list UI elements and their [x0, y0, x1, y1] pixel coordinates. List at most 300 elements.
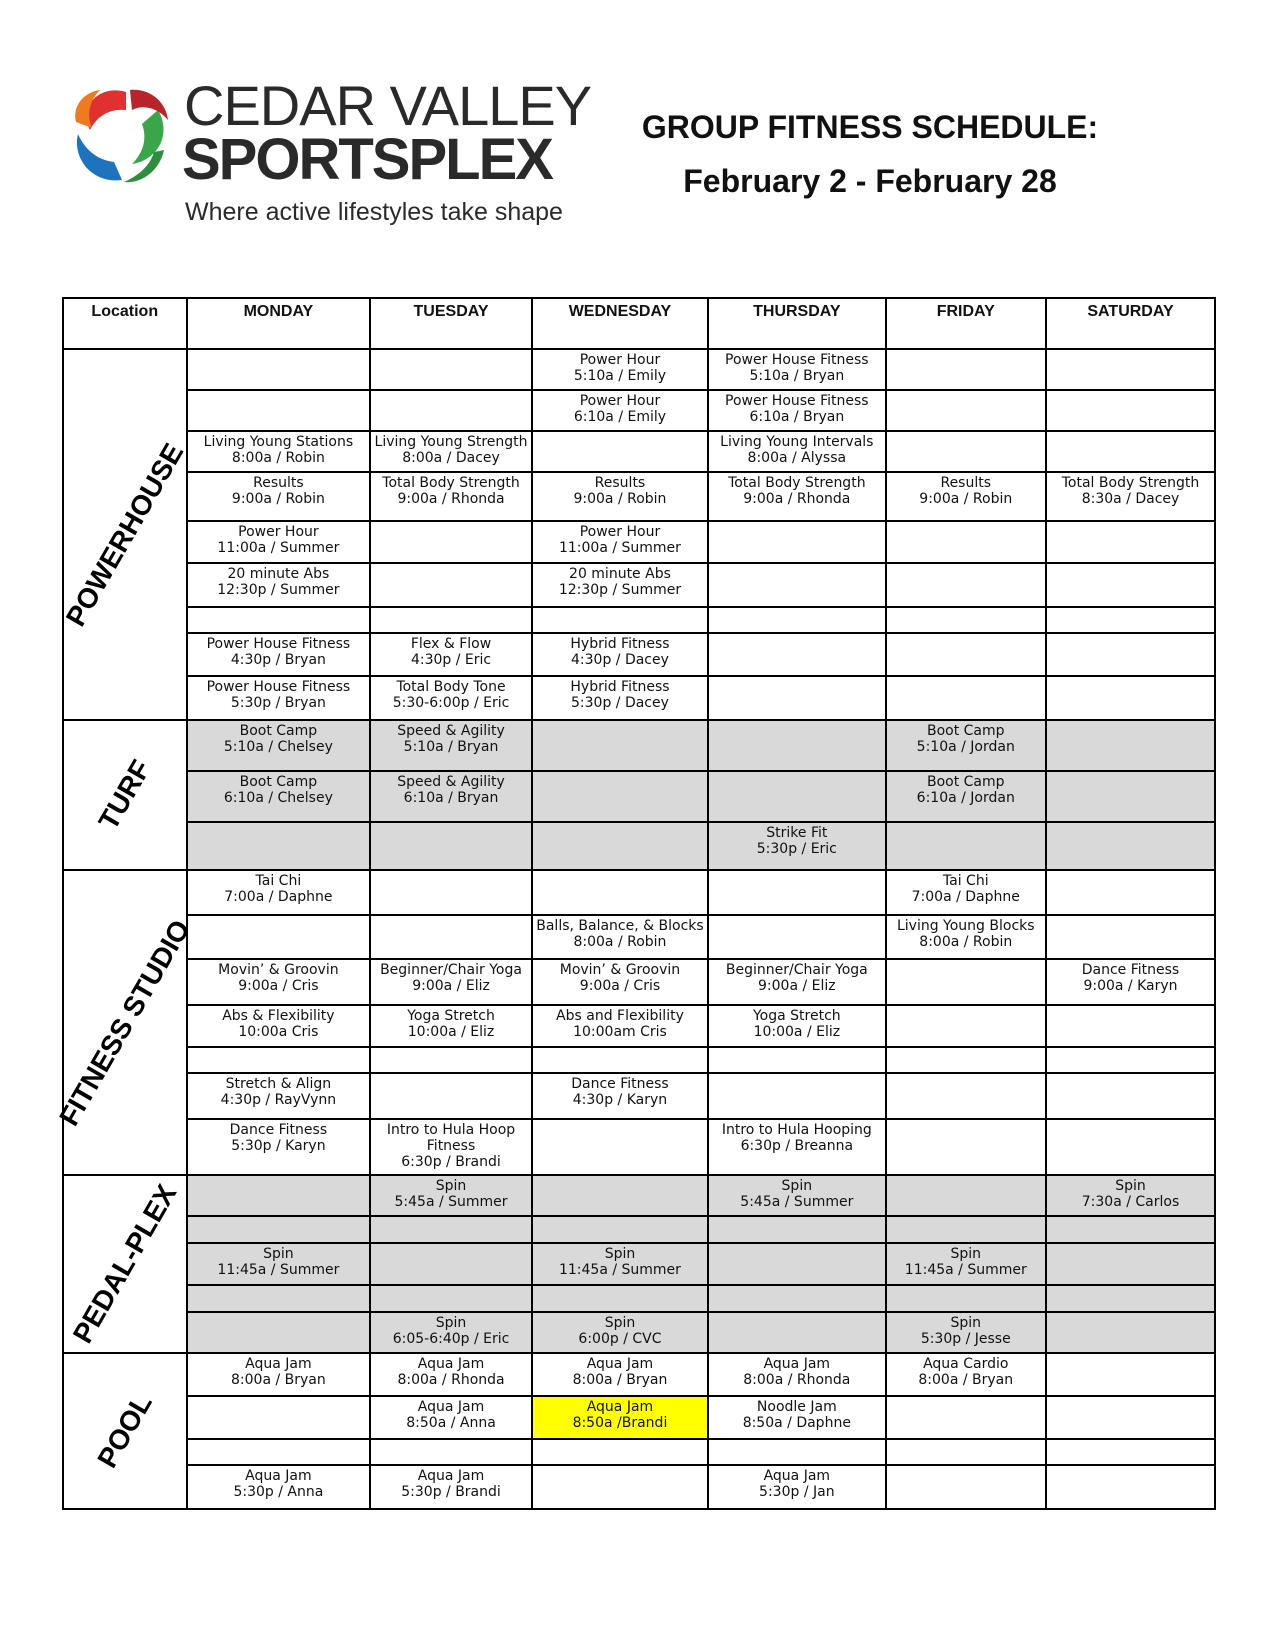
class-time-instructor: 6:05-6:40p / Eric: [392, 1331, 510, 1347]
class-cell-friday: [886, 1285, 1046, 1312]
class-name: Living Young Intervals: [720, 434, 874, 450]
class-time-instructor: 8:50a / Daphne: [742, 1415, 851, 1431]
table-row: [63, 720, 1215, 771]
class-cell-monday: [187, 771, 371, 822]
class-cell-thursday: [708, 915, 885, 959]
class-time-instructor: 5:10a / Emily: [573, 368, 667, 384]
class-cell-thursday: [708, 1119, 885, 1175]
class-name: Living Young Strength: [374, 434, 528, 450]
class-name: Balls, Balance, & Blocks: [536, 918, 704, 934]
table-row: [63, 1175, 1215, 1216]
class-cell-saturday: [1046, 349, 1215, 390]
class-cell-monday: [187, 1396, 371, 1439]
class-time-instructor: 5:30p / Karyn: [231, 1138, 326, 1154]
table-row: [63, 1047, 1215, 1073]
class-cell-wednesday: [532, 1396, 708, 1439]
class-cell-monday: [187, 1216, 371, 1243]
table-row: [63, 870, 1215, 915]
class-cell-tuesday: [370, 1465, 532, 1509]
section-powerhouse: [59, 349, 190, 720]
class-name: Spin: [604, 1315, 636, 1331]
class-cell-wednesday: [532, 1005, 708, 1047]
class-cell-tuesday: [370, 676, 532, 720]
table-row: [63, 1396, 1215, 1439]
column-header-saturday: SATURDAY: [1046, 298, 1215, 349]
class-cell-friday: [886, 771, 1046, 822]
class-time-instructor: 6:10a / Jordan: [916, 790, 1015, 806]
class-cell-friday: [886, 915, 1046, 959]
class-cell-friday: [886, 563, 1046, 607]
class-cell-wednesday: [532, 1175, 708, 1216]
class-cell-friday: [886, 1119, 1046, 1175]
class-time-instructor: 7:30a / Carlos: [1081, 1194, 1180, 1210]
class-name: Beginner/Chair Yoga: [725, 962, 868, 978]
class-cell-monday: [187, 1465, 371, 1509]
class-cell-wednesday: [532, 1439, 708, 1465]
class-cell-tuesday: [370, 390, 532, 431]
class-cell-tuesday: [370, 521, 532, 563]
column-header-monday: MONDAY: [187, 298, 371, 349]
section-label-pedal-plex: PEDAL-PLEX: [66, 1179, 183, 1349]
class-name: Results: [594, 475, 646, 491]
class-time-instructor: 5:45a / Summer: [740, 1194, 854, 1210]
class-cell-thursday: [708, 1312, 885, 1353]
class-time-instructor: 5:30p / Bryan: [230, 695, 326, 711]
class-cell-friday: [886, 633, 1046, 676]
class-cell-saturday: [1046, 822, 1215, 870]
class-cell-monday: [187, 1439, 371, 1465]
schedule-date-range: February 2 - February 28: [683, 163, 1057, 199]
table-row: [63, 1353, 1215, 1396]
table-row: [63, 915, 1215, 959]
class-cell-wednesday: [532, 870, 708, 915]
class-cell-saturday: [1046, 1073, 1215, 1119]
class-time-instructor: 5:45a / Summer: [394, 1194, 508, 1210]
class-cell-saturday: [1046, 1285, 1215, 1312]
class-name: Aqua Jam: [417, 1468, 485, 1484]
class-cell-thursday: [708, 633, 885, 676]
class-cell-tuesday: [370, 1005, 532, 1047]
class-name: Tai Chi: [942, 873, 989, 889]
class-cell-friday: [886, 349, 1046, 390]
class-time-instructor: 5:30p / Eric: [756, 841, 837, 857]
class-cell-saturday: [1046, 431, 1215, 472]
class-cell-wednesday: [532, 472, 708, 521]
class-name: Power Hour: [579, 393, 661, 409]
class-name: Aqua Jam: [245, 1356, 312, 1372]
table-row: [63, 1439, 1215, 1465]
class-cell-saturday: [1046, 390, 1215, 431]
class-cell-tuesday: [370, 822, 532, 870]
section-pedal-plex: [63, 1175, 187, 1353]
schedule-title-line1: GROUP FITNESS SCHEDULE:: [641, 109, 1099, 145]
class-cell-saturday: [1046, 1119, 1215, 1175]
class-cell-wednesday: [532, 390, 708, 431]
class-cell-tuesday: [370, 1243, 532, 1285]
section-fitness-studio: [52, 870, 196, 1175]
class-time-instructor: 4:30p / Dacey: [571, 652, 669, 668]
class-cell-thursday: [708, 1005, 885, 1047]
class-cell-thursday: [708, 1285, 885, 1312]
class-cell-friday: [886, 720, 1046, 771]
class-name: Boot Camp: [239, 774, 318, 790]
class-cell-saturday: [1046, 1396, 1215, 1439]
class-cell-friday: [886, 1175, 1046, 1216]
column-header-location: Location: [63, 298, 187, 349]
class-name: Total Body Strength: [728, 475, 866, 491]
class-name: Aqua Jam: [245, 1468, 312, 1484]
class-cell-monday: [187, 720, 371, 771]
class-time-instructor: 6:10a / Bryan: [403, 790, 499, 806]
class-time-instructor: 8:00a / Rhonda: [397, 1372, 505, 1388]
section-pool: [63, 1353, 187, 1509]
class-name: Yoga Stretch: [752, 1008, 841, 1024]
class-name: Total Body Tone: [396, 679, 506, 695]
class-name: Boot Camp: [926, 723, 1005, 739]
class-cell-monday: [187, 1047, 371, 1073]
class-name: Aqua Jam: [417, 1356, 485, 1372]
class-time-instructor: 10:00a / Eliz: [753, 1024, 841, 1040]
class-time-instructor: 6:10a / Chelsey: [223, 790, 333, 806]
class-name: Spin: [263, 1246, 294, 1262]
class-time-instructor: 5:30p / Jesse: [920, 1331, 1011, 1347]
class-cell-thursday: [708, 1243, 885, 1285]
class-cell-friday: [886, 1216, 1046, 1243]
class-name: Spin: [950, 1246, 982, 1262]
class-name: Intro to Hula Hoop: [386, 1122, 516, 1138]
class-cell-wednesday: [532, 771, 708, 822]
section-label-turf: TURF: [92, 754, 157, 835]
class-time-instructor: 5:10a / Chelsey: [223, 739, 333, 755]
table-row: [63, 1465, 1215, 1509]
class-cell-friday: [886, 1047, 1046, 1073]
class-name: Power Hour: [579, 524, 661, 540]
class-cell-saturday: [1046, 521, 1215, 563]
class-time-instructor: 5:30p / Brandi: [401, 1484, 501, 1500]
class-time-instructor: 11:45a / Summer: [217, 1262, 340, 1278]
class-name: Power House Fitness: [206, 679, 351, 695]
class-name: Hybrid Fitness: [570, 636, 670, 652]
class-cell-wednesday: [532, 1047, 708, 1073]
class-time-instructor: 12:30p / Summer: [558, 582, 682, 598]
table-row: [63, 563, 1215, 607]
class-name: Stretch & Align: [225, 1076, 332, 1092]
class-cell-friday: [886, 1465, 1046, 1509]
class-time-instructor: 11:00a / Summer: [217, 540, 340, 556]
class-name: Strike Fit: [766, 825, 828, 841]
class-cell-monday: [187, 1175, 371, 1216]
class-time-instructor: 9:00a / Karyn: [1083, 978, 1178, 994]
class-cell-thursday: [708, 349, 885, 390]
class-time-instructor: 9:00a / Cris: [238, 978, 319, 994]
table-row: [63, 390, 1215, 431]
class-time-instructor: 5:30p / Jan: [759, 1484, 835, 1500]
class-cell-tuesday: [370, 1396, 532, 1439]
table-row: [63, 1312, 1215, 1353]
class-name: Speed & Agility: [397, 774, 505, 790]
class-time-instructor: 8:30a / Dacey: [1081, 491, 1180, 507]
class-cell-saturday: [1046, 1005, 1215, 1047]
section-label-powerhouse: POWERHOUSE: [59, 437, 190, 631]
class-cell-tuesday: [370, 472, 532, 521]
class-cell-wednesday: [532, 521, 708, 563]
class-cell-saturday: [1046, 1465, 1215, 1509]
class-name: Dance Fitness: [229, 1122, 328, 1138]
class-cell-tuesday: [370, 431, 532, 472]
class-time-instructor: 9:00a / Rhonda: [743, 491, 851, 507]
class-name: Spin: [1115, 1178, 1146, 1194]
class-name: Dance Fitness: [571, 1076, 669, 1092]
class-cell-tuesday: [370, 720, 532, 771]
class-name: Fitness: [426, 1138, 476, 1154]
class-cell-tuesday: [370, 870, 532, 915]
class-time-instructor: 5:30p / Dacey: [571, 695, 669, 711]
class-cell-monday: [187, 1285, 371, 1312]
class-cell-tuesday: [370, 771, 532, 822]
class-cell-friday: [886, 1073, 1046, 1119]
class-time-instructor: 8:00a / Robin: [919, 934, 1013, 950]
table-row: [63, 349, 1215, 390]
class-name: Movin’ & Groovin: [218, 962, 339, 978]
class-cell-monday: [187, 390, 371, 431]
column-header-thursday: THURSDAY: [708, 298, 885, 349]
class-cell-saturday: [1046, 1047, 1215, 1073]
class-cell-friday: [886, 521, 1046, 563]
class-time-instructor: 8:00a / Bryan: [572, 1372, 668, 1388]
class-name: Speed & Agility: [397, 723, 505, 739]
class-cell-tuesday: [370, 1285, 532, 1312]
table-row: [63, 959, 1215, 1005]
class-time-instructor: 9:00a / Rhonda: [397, 491, 505, 507]
class-cell-monday: [187, 349, 371, 390]
class-cell-friday: [886, 607, 1046, 633]
column-header-tuesday: TUESDAY: [370, 298, 532, 349]
class-name: Living Young Stations: [203, 434, 354, 450]
class-time-instructor: 9:00a / Eliz: [758, 978, 836, 994]
class-cell-wednesday: [532, 1285, 708, 1312]
class-time-instructor: 8:00a / Alyssa: [747, 450, 847, 466]
class-cell-tuesday: [370, 1119, 532, 1175]
class-cell-saturday: [1046, 870, 1215, 915]
class-name: Results: [940, 475, 992, 491]
class-name: Hybrid Fitness: [570, 679, 670, 695]
table-row: [63, 1119, 1215, 1175]
class-name: Power House Fitness: [725, 393, 869, 409]
class-cell-tuesday: [370, 1175, 532, 1216]
column-header-friday: FRIDAY: [886, 298, 1046, 349]
class-time-instructor: 5:30-6:00p / Eric: [392, 695, 510, 711]
schedule-title: [620, 100, 1120, 208]
class-time-instructor: 6:10a / Bryan: [749, 409, 845, 425]
class-cell-monday: [187, 822, 371, 870]
class-name: Aqua Jam: [417, 1399, 485, 1415]
class-time-instructor: 9:00a / Robin: [919, 491, 1013, 507]
class-cell-thursday: [708, 1175, 885, 1216]
class-cell-wednesday: [532, 349, 708, 390]
brand-logo: [68, 74, 592, 234]
class-name: Dance Fitness: [1081, 962, 1180, 978]
class-time-instructor: 11:45a / Summer: [558, 1262, 681, 1278]
table-row: [63, 1243, 1215, 1285]
class-cell-thursday: [708, 1465, 885, 1509]
class-time-instructor: 5:10a / Bryan: [403, 739, 499, 755]
class-name: Noodle Jam: [756, 1399, 837, 1415]
class-name: Flex & Flow: [410, 636, 492, 652]
class-time-instructor: 10:00am Cris: [573, 1024, 667, 1040]
class-cell-saturday: [1046, 607, 1215, 633]
class-cell-saturday: [1046, 633, 1215, 676]
class-cell-friday: [886, 1353, 1046, 1396]
class-cell-wednesday: [532, 1353, 708, 1396]
class-cell-monday: [187, 1005, 371, 1047]
table-row: [63, 676, 1215, 720]
class-cell-tuesday: [370, 633, 532, 676]
class-cell-tuesday: [370, 349, 532, 390]
sportsplex-logo-icon: [68, 80, 176, 188]
class-name: Boot Camp: [926, 774, 1005, 790]
class-name: Living Young Blocks: [896, 918, 1035, 934]
class-time-instructor: 6:10a / Emily: [573, 409, 667, 425]
class-name: Aqua Cardio: [923, 1356, 1009, 1372]
section-label-fitness-studio: FITNESS STUDIO: [52, 914, 196, 1131]
class-cell-thursday: [708, 472, 885, 521]
class-cell-saturday: [1046, 915, 1215, 959]
class-cell-monday: [187, 676, 371, 720]
class-cell-tuesday: [370, 1439, 532, 1465]
class-cell-tuesday: [370, 563, 532, 607]
class-cell-thursday: [708, 1439, 885, 1465]
class-cell-thursday: [708, 1396, 885, 1439]
class-time-instructor: 9:00a / Cris: [579, 978, 661, 994]
brand-name-line1: CEDAR VALLEY: [184, 74, 592, 137]
class-name: Yoga Stretch: [407, 1008, 495, 1024]
class-cell-thursday: [708, 390, 885, 431]
class-cell-monday: [187, 521, 371, 563]
class-name: Total Body Strength: [382, 475, 520, 491]
class-cell-monday: [187, 607, 371, 633]
class-name: Abs and Flexibility: [556, 1008, 684, 1024]
class-cell-friday: [886, 1005, 1046, 1047]
table-header-row: [63, 298, 1215, 349]
section-turf: [63, 720, 187, 870]
class-time-instructor: 12:30p / Summer: [217, 582, 340, 598]
class-cell-tuesday: [370, 1216, 532, 1243]
class-time-instructor: 8:00a / Robin: [231, 450, 325, 466]
class-cell-wednesday: [532, 1216, 708, 1243]
class-cell-thursday: [708, 1216, 885, 1243]
class-cell-friday: [886, 676, 1046, 720]
class-cell-monday: [187, 633, 371, 676]
class-time-instructor: 9:00a / Robin: [573, 491, 667, 507]
class-name: Spin: [950, 1315, 982, 1331]
class-cell-wednesday: [532, 915, 708, 959]
class-cell-thursday: [708, 563, 885, 607]
class-cell-tuesday: [370, 915, 532, 959]
class-name: Power Hour: [238, 524, 319, 540]
class-cell-saturday: [1046, 676, 1215, 720]
brand-name-line2: SPORTSPLEX: [182, 127, 552, 192]
class-time-instructor: 4:30p / Karyn: [572, 1092, 668, 1108]
class-cell-saturday: [1046, 563, 1215, 607]
class-cell-friday: [886, 472, 1046, 521]
class-cell-wednesday: [532, 607, 708, 633]
class-name: Aqua Jam: [586, 1399, 654, 1415]
class-cell-tuesday: [370, 959, 532, 1005]
class-cell-thursday: [708, 521, 885, 563]
class-cell-thursday: [708, 676, 885, 720]
table-row: [63, 1005, 1215, 1047]
class-cell-wednesday: [532, 563, 708, 607]
class-cell-wednesday: [532, 720, 708, 771]
class-time-instructor: 5:30p / Anna: [233, 1484, 324, 1500]
class-cell-wednesday: [532, 1073, 708, 1119]
class-cell-monday: [187, 1119, 371, 1175]
section-label-pool: POOL: [91, 1388, 158, 1473]
class-cell-friday: [886, 1312, 1046, 1353]
class-cell-friday: [886, 822, 1046, 870]
class-time-instructor: 4:30p / Bryan: [230, 652, 326, 668]
class-time-instructor: 10:00a / Eliz: [407, 1024, 495, 1040]
class-cell-friday: [886, 1396, 1046, 1439]
class-time-instructor: 11:00a / Summer: [558, 540, 681, 556]
class-cell-thursday: [708, 720, 885, 771]
class-cell-thursday: [708, 870, 885, 915]
class-name: Aqua Jam: [763, 1356, 831, 1372]
class-cell-thursday: [708, 822, 885, 870]
class-time-instructor: 8:00a / Bryan: [918, 1372, 1014, 1388]
class-cell-monday: [187, 1312, 371, 1353]
class-name: Results: [253, 475, 304, 491]
class-cell-monday: [187, 563, 371, 607]
class-time-instructor: 9:00a / Robin: [231, 491, 325, 507]
class-cell-saturday: [1046, 472, 1215, 521]
class-name: Intro to Hula Hooping: [721, 1122, 872, 1138]
class-name: Aqua Jam: [763, 1468, 831, 1484]
class-time-instructor: 6:30p / Breanna: [740, 1138, 854, 1154]
class-name: Abs & Flexibility: [222, 1008, 335, 1024]
class-cell-wednesday: [532, 1243, 708, 1285]
class-cell-thursday: [708, 959, 885, 1005]
class-time-instructor: 8:00a / Dacey: [402, 450, 500, 466]
class-cell-saturday: [1046, 1312, 1215, 1353]
class-cell-saturday: [1046, 1439, 1215, 1465]
class-time-instructor: 4:30p / Eric: [410, 652, 492, 668]
class-cell-saturday: [1046, 1216, 1215, 1243]
class-cell-friday: [886, 1243, 1046, 1285]
class-time-instructor: 7:00a / Daphne: [224, 889, 333, 905]
table-row: [63, 1285, 1215, 1312]
class-cell-monday: [187, 870, 371, 915]
table-row: [63, 472, 1215, 521]
class-cell-thursday: [708, 1047, 885, 1073]
class-cell-wednesday: [532, 959, 708, 1005]
class-cell-tuesday: [370, 607, 532, 633]
class-name: 20 minute Abs: [227, 566, 330, 582]
schedule-table: [52, 297, 1216, 1510]
class-name: 20 minute Abs: [569, 566, 671, 582]
class-cell-thursday: [708, 1073, 885, 1119]
class-cell-monday: [187, 1243, 371, 1285]
class-time-instructor: 8:50a / Anna: [406, 1415, 496, 1431]
class-name: Beginner/Chair Yoga: [380, 962, 522, 978]
class-name: Movin’ & Groovin: [559, 962, 681, 978]
table-row: [63, 822, 1215, 870]
class-time-instructor: 8:50a /Brandi: [572, 1415, 668, 1431]
class-time-instructor: 9:00a / Eliz: [412, 978, 490, 994]
class-cell-monday: [187, 1073, 371, 1119]
class-cell-monday: [187, 915, 371, 959]
class-name: Spin: [435, 1315, 467, 1331]
